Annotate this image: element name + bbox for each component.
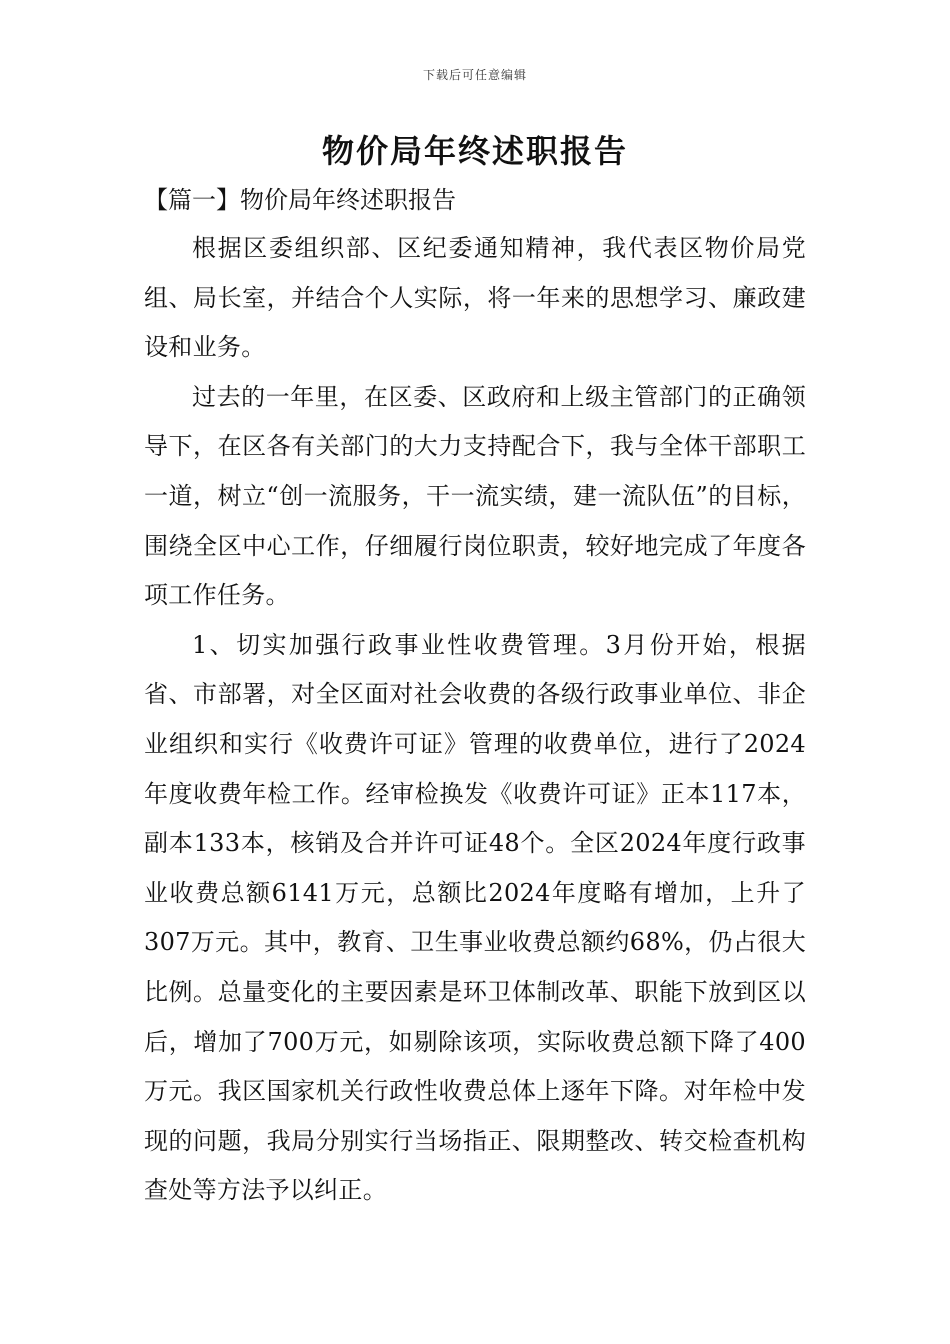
document-title: 物价局年终述职报告	[321, 132, 628, 170]
section-heading: 【篇一】物价局年终述职报告	[144, 186, 456, 214]
paragraph-intro: 根据区委组织部、区纪委通知精神，我代表区物价局党组、局长室，并结合个人实际，将一年来的思想学习、廉政建设和业务。	[144, 234, 806, 362]
paragraph-fee-management: 1、切实加强行政事业性收费管理。3月份开始，根据省、市部署，对全区面对社会收费的各级行政事业单位、非企业组织和实行《收费许可证》管理的收费单位，进行了2024年度收费年检工作。经审检换发《收费许可证》正本117本，副本133本，核销及合并许可证48个。全区2024年度行政事业收费总额6141万元，总额比2024年度略有增加，上升了307万元。其中，教育、卫生事业收费总额约68%，仍占很大比例。总量变化的主要因素是环卫体制改革、职能下放到区以后，增加了700万元，如剔除该项，实际收费总额下降了400万元。我区国家机关行政性收费总体上逐年下降。对年检中发现的问题，我局分别实行当场指正、限期整改、转交检查机构查处等方法予以纠正。	[144, 630, 806, 1205]
header-note: 下载后可任意编辑	[422, 68, 527, 82]
body-text	[144, 224, 806, 1216]
paragraph-summary: 过去的一年里，在区委、区政府和上级主管部门的正确领导下，在区各有关部门的大力支持配合下，我与全体干部职工一道，树立“创一流服务，干一流实绩，建一流队伍”的目标，围绕全区中心工作，仔细履行岗位职责，较好地完成了年度各项工作任务。	[144, 382, 806, 610]
